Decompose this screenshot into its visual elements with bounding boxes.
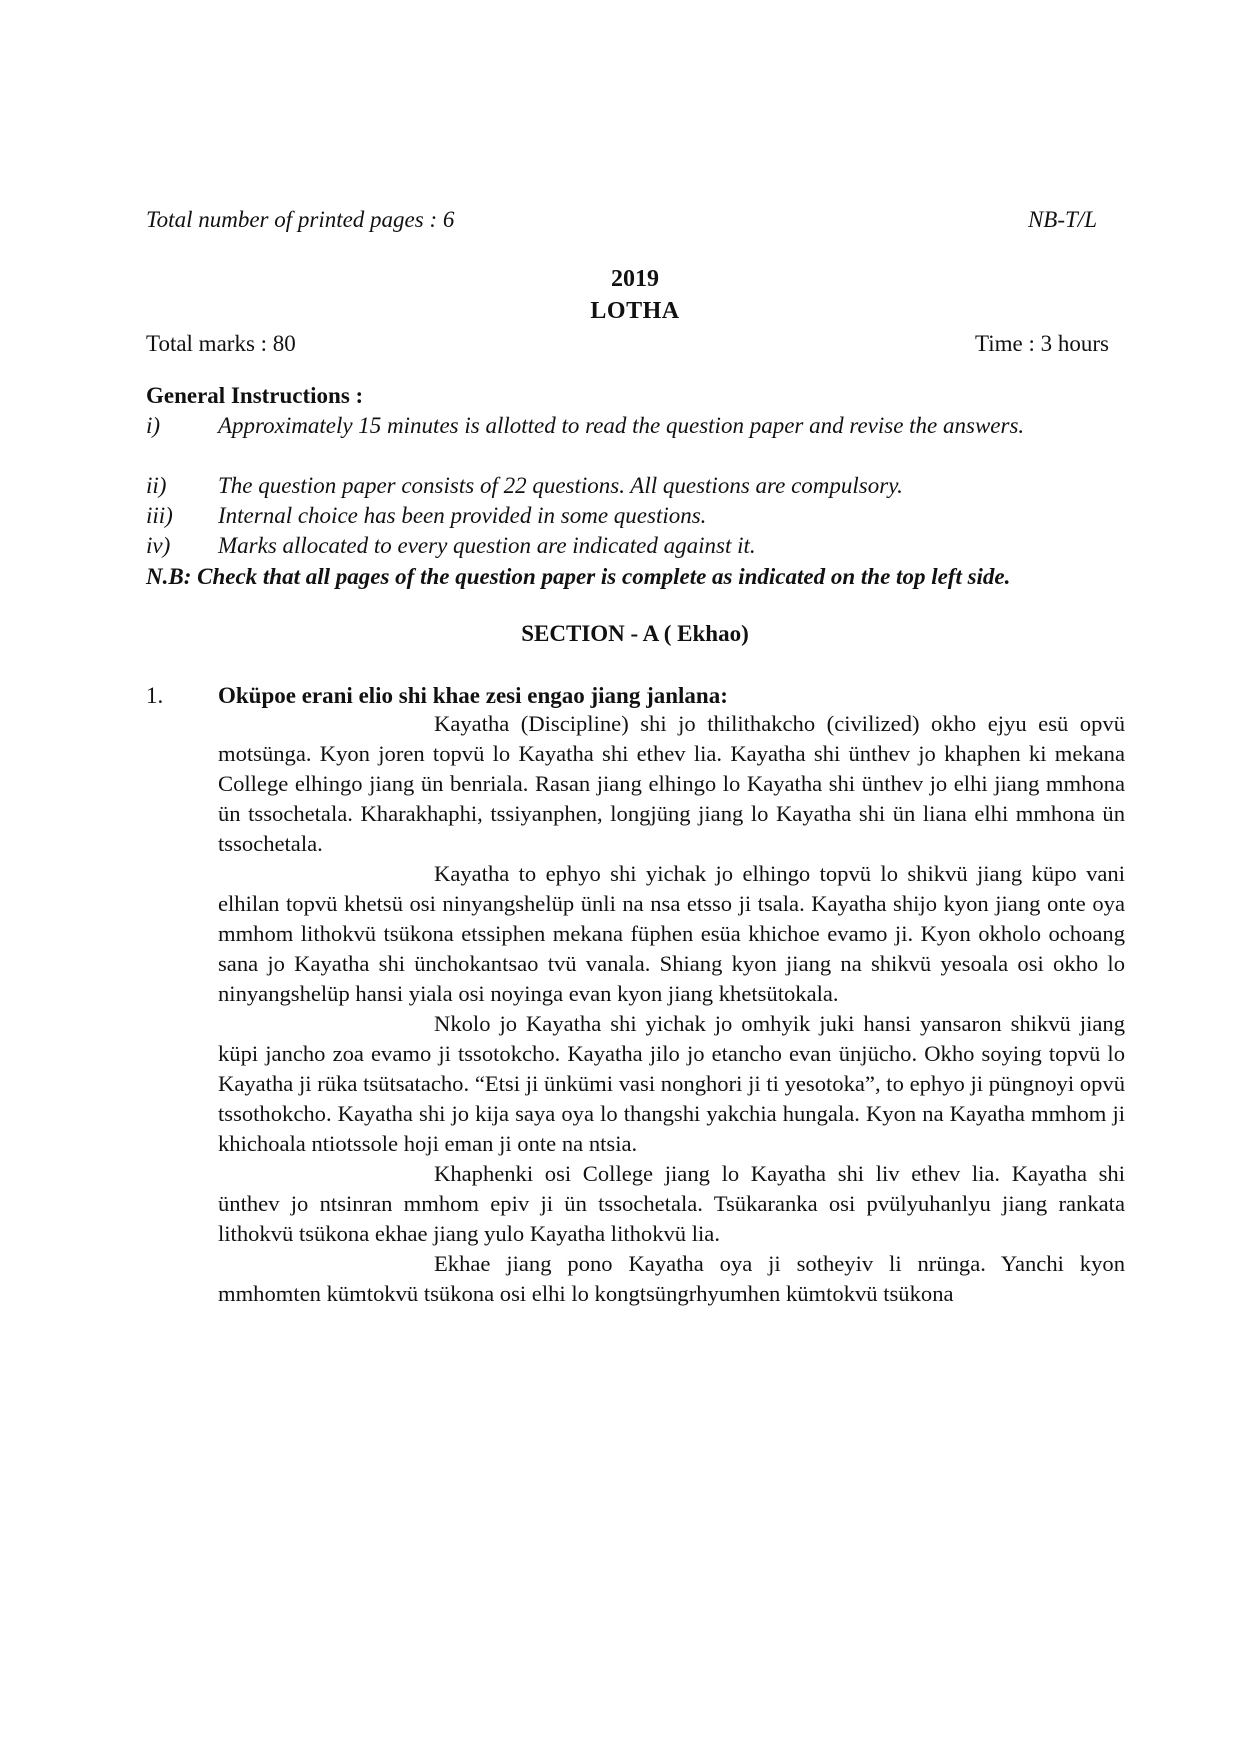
instruction-text: Marks allocated to every question are indicated against it. <box>218 533 756 558</box>
passage-paragraph: Ekhae jiang pono Kayatha oya ji sotheyiv li nrünga. Yanchi kyon mmhomten kümtokvü tsükona osi elhi lo kongtsüngrhyumhen kümtokvü tsükona <box>218 1251 1125 1306</box>
exam-year: 2019 <box>611 266 659 292</box>
question-number: 1. <box>146 683 164 708</box>
exam-time: Time : 3 hours <box>975 331 1109 356</box>
exam-subject: LOTHA <box>590 298 680 324</box>
passage-paragraph: Kayatha (Discipline) shi jo thilithakcho (civilized) okho ejyu esü opvü motsünga. Kyon joren topvü lo Kayatha shi ethev lia. Kayatha shi ünthev jo khaphen ki mekana College elhingo jiang ün benriala. Rasan jiang elhingo lo Kayatha shi ünthev jo elhi jiang mmhona ün tssochetala. Kharakhaphi, tssiyanphen, longjüng jiang lo Kayatha shi ün liana elhi mmhona ün tssochetala. <box>218 711 1125 856</box>
instruction-text: Internal choice has been provided in some questions. <box>218 503 707 528</box>
general-instructions-title: General Instructions : <box>146 383 364 408</box>
passage-paragraph: Kayatha to ephyo shi yichak jo elhingo topvü lo shikvü jiang küpo vani elhilan topvü khetsü osi ninyangshelüp ünli na nsa etsso ji tsala. Kayatha shijo kyon jiang onte oya mmhom lithokvü tsükona etssiphen mekana füphen esüa khichoe evamo ji. Kyon okholo ochoang sana jo Kayatha shi ünchokantsao tvü vanala. Shiang kyon jiang na shikvü yesoala osi okho lo ninyangshelüp hansi yiala osi noyinga evan kyon jiang khetsütokala. <box>218 861 1125 1006</box>
total-marks: Total marks : 80 <box>146 331 296 356</box>
passage <box>218 709 1125 1309</box>
instruction-text: The question paper consists of 22 questions. All questions are compulsory. <box>218 473 903 498</box>
instruction-number: ii) <box>146 473 167 498</box>
printed-pages-note: Total number of printed pages : 6 <box>146 207 455 232</box>
question-title: Oküpoe erani elio shi khae zesi engao jiang janlana: <box>218 683 728 708</box>
instruction-text: Approximately 15 minutes is allotted to read the question paper and revise the answers. <box>218 413 1025 438</box>
instruction-number: iv) <box>146 533 171 558</box>
section-title: SECTION - A ( Ekhao) <box>521 621 749 646</box>
paper-code: NB-T/L <box>1027 207 1097 232</box>
instruction-number: iii) <box>146 503 173 528</box>
instruction-number: i) <box>146 413 161 438</box>
passage-paragraph: Nkolo jo Kayatha shi yichak jo omhyik juki hansi yansaron shikvü jiang küpi jancho zoa evamo ji tssotokcho. Kayatha jilo jo etancho evan ünjücho. Okho soying topvü lo Kayatha ji rüka tsütsatacho. “Etsi ji ünkümi vasi nonghori ji ti yesotoka”, to ephyo ji püngnoyi opvü tssothokcho. Kayatha shi jo kija saya oya lo thangshi yakchia hungala. Kyon na Kayatha mmhom ji khichoala ntiotssole hoji eman ji onte na ntsia. <box>218 1011 1125 1156</box>
nb-note: N.B: Check that all pages of the question paper is complete as indicated on the top left side. <box>146 564 1011 589</box>
passage-paragraph: Khaphenki osi College jiang lo Kayatha shi liv ethev lia. Kayatha shi ünthev jo ntsinran mmhom epiv ji ün tssochetala. Tsükaranka osi pvülyuhanlyu jiang rankata lithokvü tsükona ekhae jiang yulo Kayatha lithokvü lia. <box>218 1161 1125 1246</box>
